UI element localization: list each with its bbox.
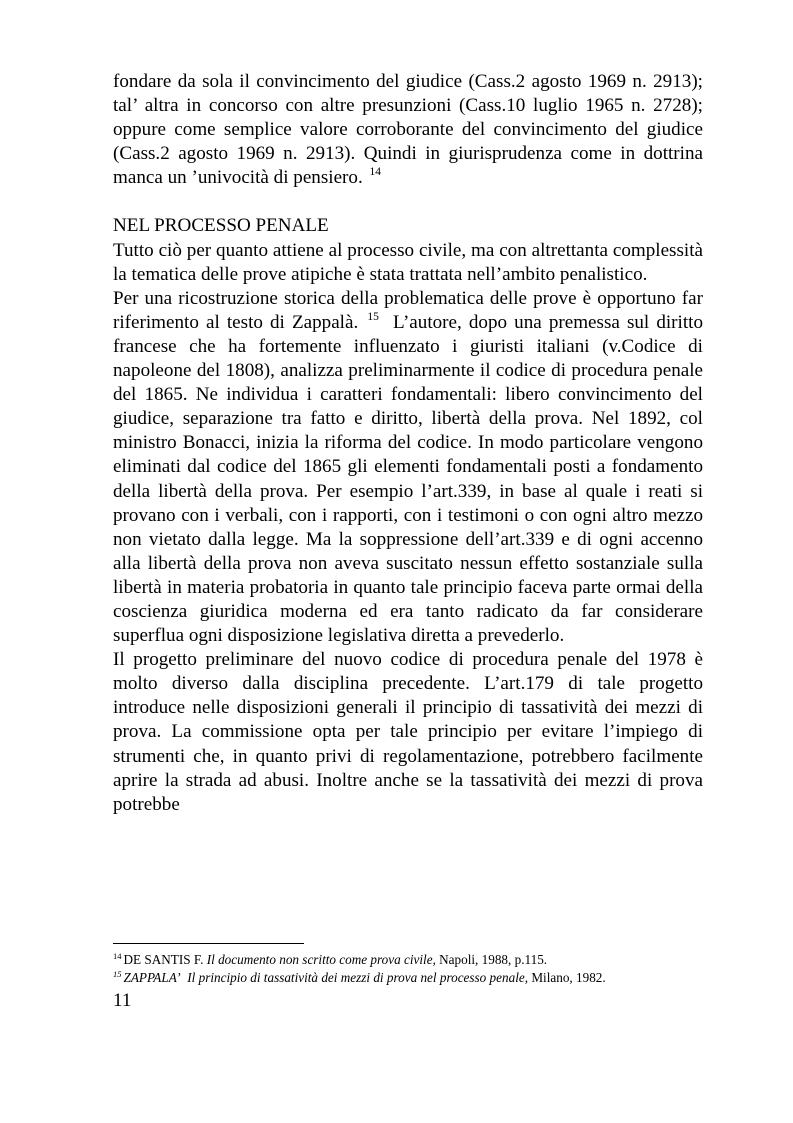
footnote-14-number: 14 [113, 951, 122, 961]
footnote-separator [113, 943, 304, 944]
footnote-ref-14: 14 [369, 166, 382, 179]
paragraph-3-text-before: Per una ricostruzione storica della problematica delle prove è opportuno far riferimento al testo di Zappalà. [113, 287, 703, 333]
footnote-15-rest: Milano, 1982. [531, 970, 606, 985]
paragraph-4: Il progetto preliminare del nuovo codice di procedura penale del 1978 è molto diverso dalla disciplina precedente. L’art.179 di tale progetto introduce nelle disposizioni generali il principio di tassatività dei mezzi di prova. La commissione opta per tale principio per evitare l’impiego di strumenti che, in quanto privi di regolamentazione, potrebbero facilmente aprire la strada ad abusi. Inoltre anche se la tassatività dei mezzi di prova potrebbe [113, 649, 703, 815]
footnote-15-number: 15 [113, 969, 122, 979]
footnote-14 [113, 951, 703, 969]
footnote-14-author: DE SANTIS F. [123, 952, 204, 967]
paragraph-1 [113, 70, 703, 190]
footnote-15-title: Il principio di tassatività dei mezzi di prova nel processo penale, [187, 970, 529, 985]
footnote-ref-15: 15 [367, 310, 379, 323]
page-body [113, 70, 703, 817]
paragraph-1-text: fondare da sola il convincimento del giudice (Cass.2 agosto 1969 n. 2913); tal’ altra in concorso con altre presunzioni (Cass.10 luglio 1965 n. 2728); oppure come semplice valore corroborante del convincimento del giudice (Cass.2 agosto 1969 n. 2913). Quindi in giurisprudenza come in dottrina manca un ’univocità di pensiero. [113, 71, 703, 189]
page-number: 11 [113, 990, 132, 1011]
footnote-14-rest: Napoli, 1988, p.115. [439, 952, 548, 967]
footnote-14-title: Il documento non scritto come prova civile, [206, 952, 436, 967]
paragraph-3 [113, 287, 703, 648]
footnote-15-author: ZAPPALA’ [123, 970, 181, 985]
footnote-15 [113, 969, 703, 987]
paragraph-2: Tutto ciò per quanto attiene al processo civile, ma con altrettanta complessità la tematica delle prove atipiche è stata trattata nell’ambito penalistico. [113, 239, 703, 285]
paragraph-3-text-after: L’autore, dopo una premessa sul diritto francese che ha fortemente influenzato i giuristi italiani (v.Codice di napoleone del 1808), analizza preliminarmente il codice di procedura penale del 1865. Ne individua i caratteri fondamentali: libero convincimento del giudice, separazione tra fatto e diritto, libertà della prova. Nel 1892, col ministro Bonacci, inizia la riforma del codice. In modo particolare vengono eliminati dal codice del 1865 gli elementi fondamentali posti a fondamento della libertà della prova. Per esempio l’art.339, in base al quale i reati si provano con i verbali, con i rapporti, con i testimoni o con ogni altro mezzo non vietato dalla legge. Ma la soppressione dell’art.339 e di ogni accenno alla libertà della prova non aveva suscitato nessun effetto sostanziale sulla libertà in materia probatoria in quanto tale principio faceva parte ormai della coscienza giuridica moderna ed era tanto radicato da far considerare superflua ogni disposizione legislativa diretta a prevederlo. [113, 311, 704, 647]
section-heading: NEL PROCESSO PENALE [113, 215, 329, 237]
footnotes [113, 951, 703, 987]
